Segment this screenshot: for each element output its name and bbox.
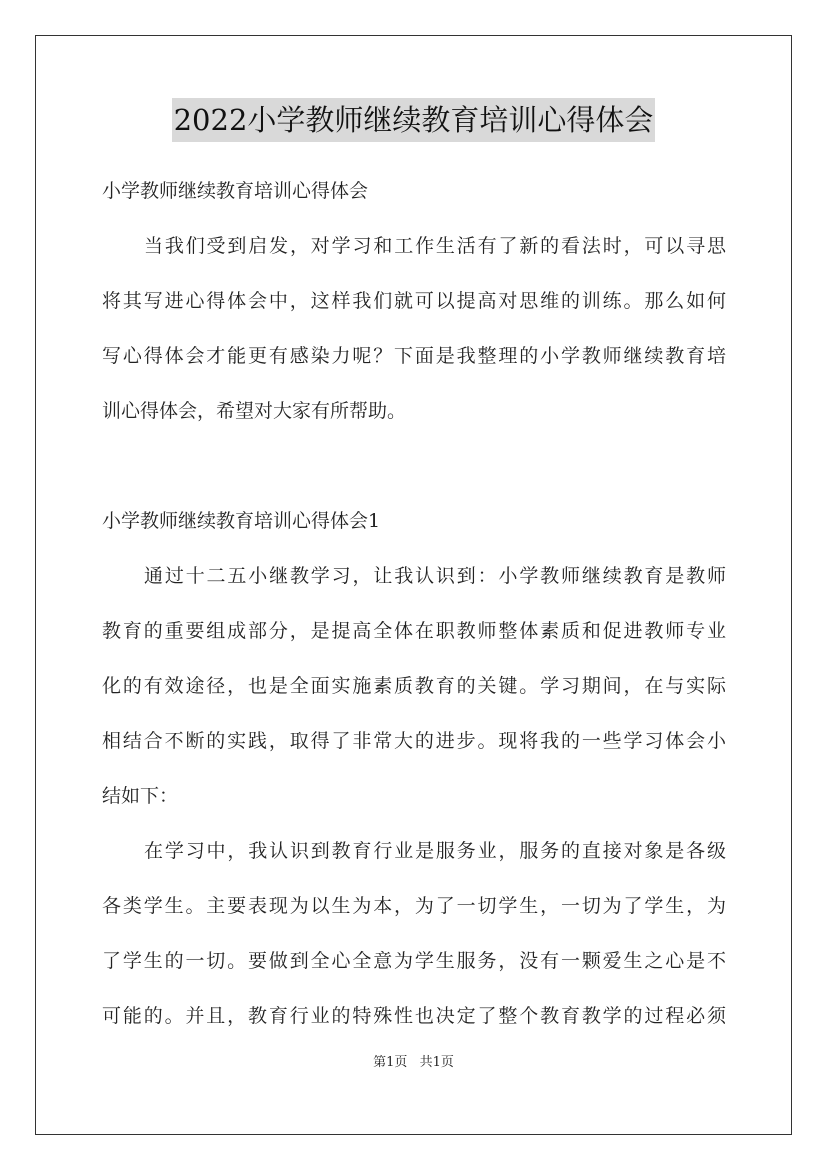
paragraph-line: 相结合不断的实践，取得了非常大的进步。现将我的一些学习体会小 (102, 730, 726, 752)
paragraph-line: 各类学生。主要表现为以生为本，为了一切学生，一切为了学生，为 (102, 895, 726, 917)
title-container (0, 98, 827, 142)
paragraph-line: 了学生的一切。要做到全心全意为学生服务，没有一颗爱生之心是不 (102, 950, 726, 972)
paragraph-line: 结如下： (102, 785, 179, 807)
page-number: 第1页 (373, 1055, 408, 1070)
paragraph-line: 训心得体会，希望对大家有所帮助。 (102, 400, 407, 422)
document-body (102, 164, 726, 1044)
section-heading: 小学教师继续教育培训心得体会 (102, 180, 369, 202)
paragraph-line: 将其写进心得体会中，这样我们就可以提高对思维的训练。那么如何 (102, 290, 726, 312)
section-heading: 小学教师继续教育培训心得体会1 (102, 510, 381, 532)
paragraph-line: 化的有效途径，也是全面实施素质教育的关键。学习期间，在与实际 (102, 675, 726, 697)
paragraph-line: 可能的。并且，教育行业的特殊性也决定了整个教育教学的过程必须 (102, 1005, 726, 1027)
document-title: 2022小学教师继续教育培训心得体会 (172, 98, 656, 142)
paragraph-line: 教育的重要组成部分，是提高全体在职教师整体素质和促进教师专业 (102, 620, 726, 642)
paragraph-line: 通过十二五小继教学习，让我认识到：小学教师继续教育是教师 (144, 565, 726, 587)
paragraph-line: 写心得体会才能更有感染力呢？下面是我整理的小学教师继续教育培 (102, 345, 726, 367)
page-footer (0, 1053, 827, 1073)
paragraph-line: 当我们受到启发，对学习和工作生活有了新的看法时，可以寻思 (144, 235, 726, 257)
paragraph-line: 在学习中，我认识到教育行业是服务业，服务的直接对象是各级 (144, 840, 726, 862)
page-total: 共1页 (419, 1055, 454, 1070)
